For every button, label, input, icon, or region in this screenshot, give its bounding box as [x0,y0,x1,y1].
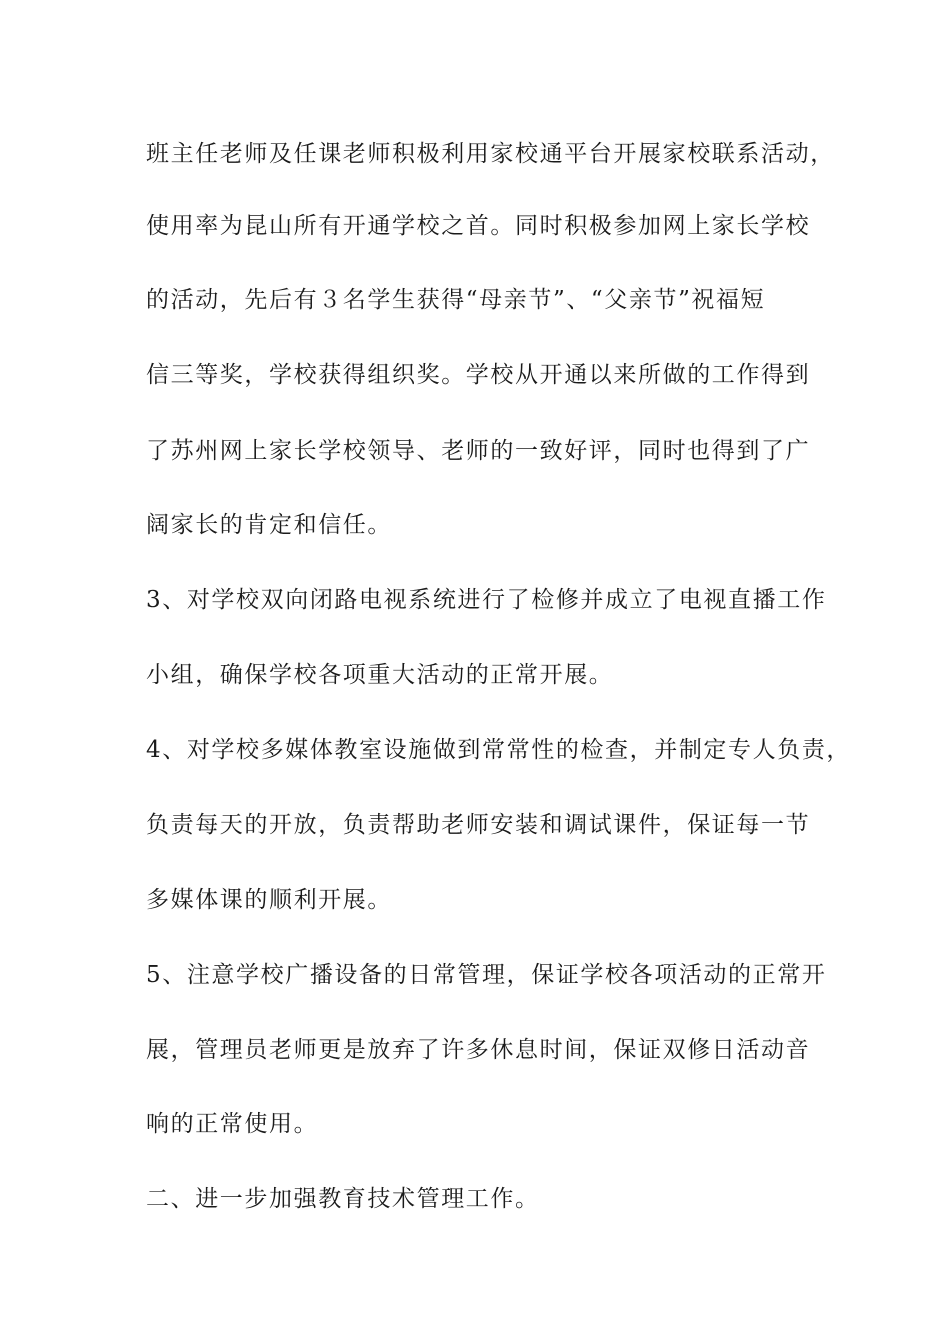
paragraph-line: 使用率为昆山所有开通学校之首。同时积极参加网上家长学校 [146,213,811,239]
list-item-3-line: 小组，确保学校各项重大活动的正常开展。 [146,662,614,688]
list-item-4-line: 负责每天的开放，负责帮助老师安装和调试课件，保证每一节 [146,812,811,838]
list-item-3-line: 3、对学校双向闭路电视系统进行了检修并成立了电视直播工作 [146,587,827,613]
paragraph-line: 信三等奖，学校获得组织奖。学校从开通以来所做的工作得到 [146,362,811,388]
paragraph-line: 阔家长的肯定和信任。 [146,512,392,538]
paragraph-line: 的活动，先后有３名学生获得“母亲节”、“父亲节”祝福短 [146,287,766,313]
paragraph-line: 班主任老师及任课老师积极利用家校通平台开展家校联系活动， [146,141,835,167]
list-item-5-line: 5、注意学校广播设备的日常管理，保证学校各项活动的正常开 [146,962,827,988]
list-item-4-line: 多媒体课的顺利开展。 [146,887,392,913]
list-item-5-line: 展，管理员老师更是放弃了许多休息时间，保证双修日活动音 [146,1037,811,1063]
section-heading: 二、进一步加强教育技术管理工作。 [146,1186,540,1212]
paragraph-line: 了苏州网上家长学校领导、老师的一致好评，同时也得到了广 [146,438,811,464]
list-item-5-line: 响的正常使用。 [146,1111,319,1137]
list-item-4-line: 4、对学校多媒体教室设施做到常常性的检查，并制定专人负责， [146,737,852,763]
